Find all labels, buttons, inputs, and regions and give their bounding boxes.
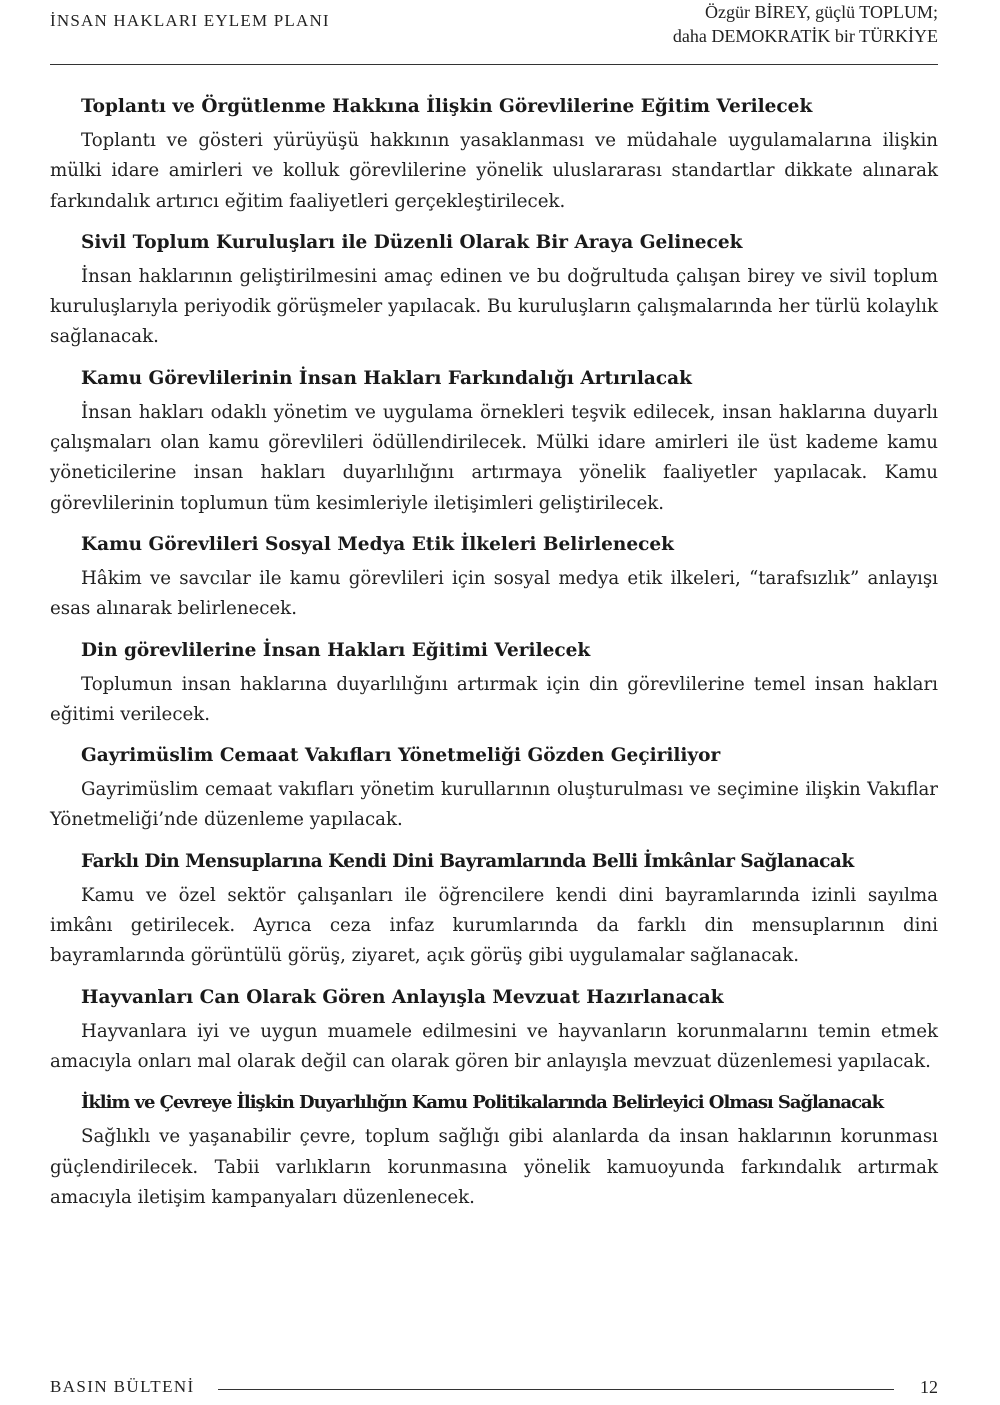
- section-paragraph: Toplumun insan haklarına duyarlılığını artırmak için din görevlilerine temel insan hakları eğitimi verilecek.: [50, 673, 938, 725]
- footer-label: BASIN BÜLTENİ: [50, 1377, 195, 1396]
- section-religious-holidays: [50, 848, 938, 972]
- page-content: [50, 93, 938, 1225]
- section-heading: Kamu Görevlilerinin İnsan Hakları Farkındalığı Artırılacak: [81, 367, 692, 389]
- section-paragraph: Toplantı ve gösteri yürüyüşü hakkının yasaklanması ve müdahale uygulamalarına ilişkin mülki idare amirleri ve kolluk görevlilerine yönelik uluslararası standartlar dikkate alınarak farkındalık artırıcı eğitim faaliyetleri gerçekleştirilecek.: [50, 130, 938, 212]
- section-paragraph: Gayrimüslim cemaat vakıfları yönetim kurullarının oluşturulması ve seçimine ilişkin Vakıflar Yönetmeliği’nde düzenleme yapılacak.: [50, 779, 938, 831]
- header-slogan: [673, 0, 938, 48]
- section-religious-officials-training: [50, 637, 938, 731]
- header-slogan-line-1: Özgür BİREY, güçlü TOPLUM;: [704, 2, 938, 22]
- section-social-media-ethics: [50, 531, 938, 625]
- section-animal-rights: [50, 984, 938, 1078]
- section-paragraph: Hayvanlara iyi ve uygun muamele edilmesini ve hayvanların korunmalarını temin etmek amacıyla onları mal olarak değil can olarak gören bir anlayışla mevzuat düzenlemesi yapılacak.: [50, 1020, 938, 1072]
- section-foundations-regulation: [50, 742, 938, 836]
- section-heading: Gayrimüslim Cemaat Vakıfları Yönetmeliği Gözden Geçiriliyor: [81, 745, 721, 767]
- section-heading: Sivil Toplum Kuruluşları ile Düzenli Olarak Bir Araya Gelinecek: [81, 231, 743, 253]
- section-civil-society: [50, 229, 938, 353]
- section-heading: Hayvanları Can Olarak Gören Anlayışla Mevzuat Hazırlanacak: [81, 986, 724, 1008]
- section-assembly-training: [50, 93, 938, 217]
- section-heading: Kamu Görevlileri Sosyal Medya Etik İlkeleri Belirlenecek: [81, 533, 674, 555]
- section-climate-environment: [50, 1089, 938, 1213]
- page-number: 12: [920, 1377, 938, 1397]
- section-paragraph: İnsan haklarının geliştirilmesini amaç edinen ve bu doğrultuda çalışan birey ve sivil toplum kuruluşlarıyla periyodik görüşmeler yapılacak. Bu kuruluşların çalışmalarında her türlü kolaylık sağlanacak.: [50, 265, 938, 348]
- section-paragraph: Hâkim ve savcılar ile kamu görevlileri için sosyal medya etik ilkeleri, “tarafsızlık” anlayışı esas alınarak belirlenecek.: [50, 567, 938, 620]
- section-public-officials-awareness: [50, 365, 938, 519]
- section-heading: Farklı Din Mensuplarına Kendi Dini Bayramlarında Belli İmkânlar Sağlanacak: [81, 850, 854, 872]
- header-document-title: İNSAN HAKLARI EYLEM PLANI: [50, 11, 330, 30]
- section-paragraph: Sağlıklı ve yaşanabilir çevre, toplum sağlığı gibi alanlarda da insan haklarının korunması güçlendirilecek. Tabii varlıkların korunmasına yönelik kamuoyunda farkındalık artırmak amacıyla iletişim kampanyaları düzenlenecek.: [50, 1126, 938, 1208]
- section-paragraph: İnsan hakları odaklı yönetim ve uygulama örnekleri teşvik edilecek, insan haklarına duyarlı çalışmaları olan kamu görevlileri ödüllendirilecek. Mülki idare amirleri ile üst kademe kamu yöneticilerine insan hakları duyarlılığını artırmaya yönelik faaliyetler yapılacak. Kamu görevlilerinin toplumun tüm kesimleriyle iletişimleri geliştirilecek.: [50, 401, 938, 514]
- footer-divider: [218, 1389, 894, 1390]
- section-heading: Toplantı ve Örgütlenme Hakkına İlişkin Görevlilerine Eğitim Verilecek: [81, 96, 813, 117]
- header-divider: [50, 64, 938, 65]
- section-heading: Din görevlilerine İnsan Hakları Eğitimi Verilecek: [81, 639, 591, 661]
- section-paragraph: Kamu ve özel sektör çalışanları ile öğrencilere kendi dini bayramlarında izinli sayılma imkânı getirilecek. Ayrıca ceza infaz kurumlarında da farklı din mensuplarının dini bayramlarında görüntülü görüş, ziyaret, açık görüş gibi uygulamalar sağlanacak.: [50, 884, 938, 967]
- section-heading: İklim ve Çevreye İlişkin Duyarlılığın Kamu Politikalarında Belirleyici Olması Sağlanacak: [81, 1092, 884, 1114]
- header-slogan-line-2: daha DEMOKRATİK bir TÜRKİYE: [672, 26, 938, 46]
